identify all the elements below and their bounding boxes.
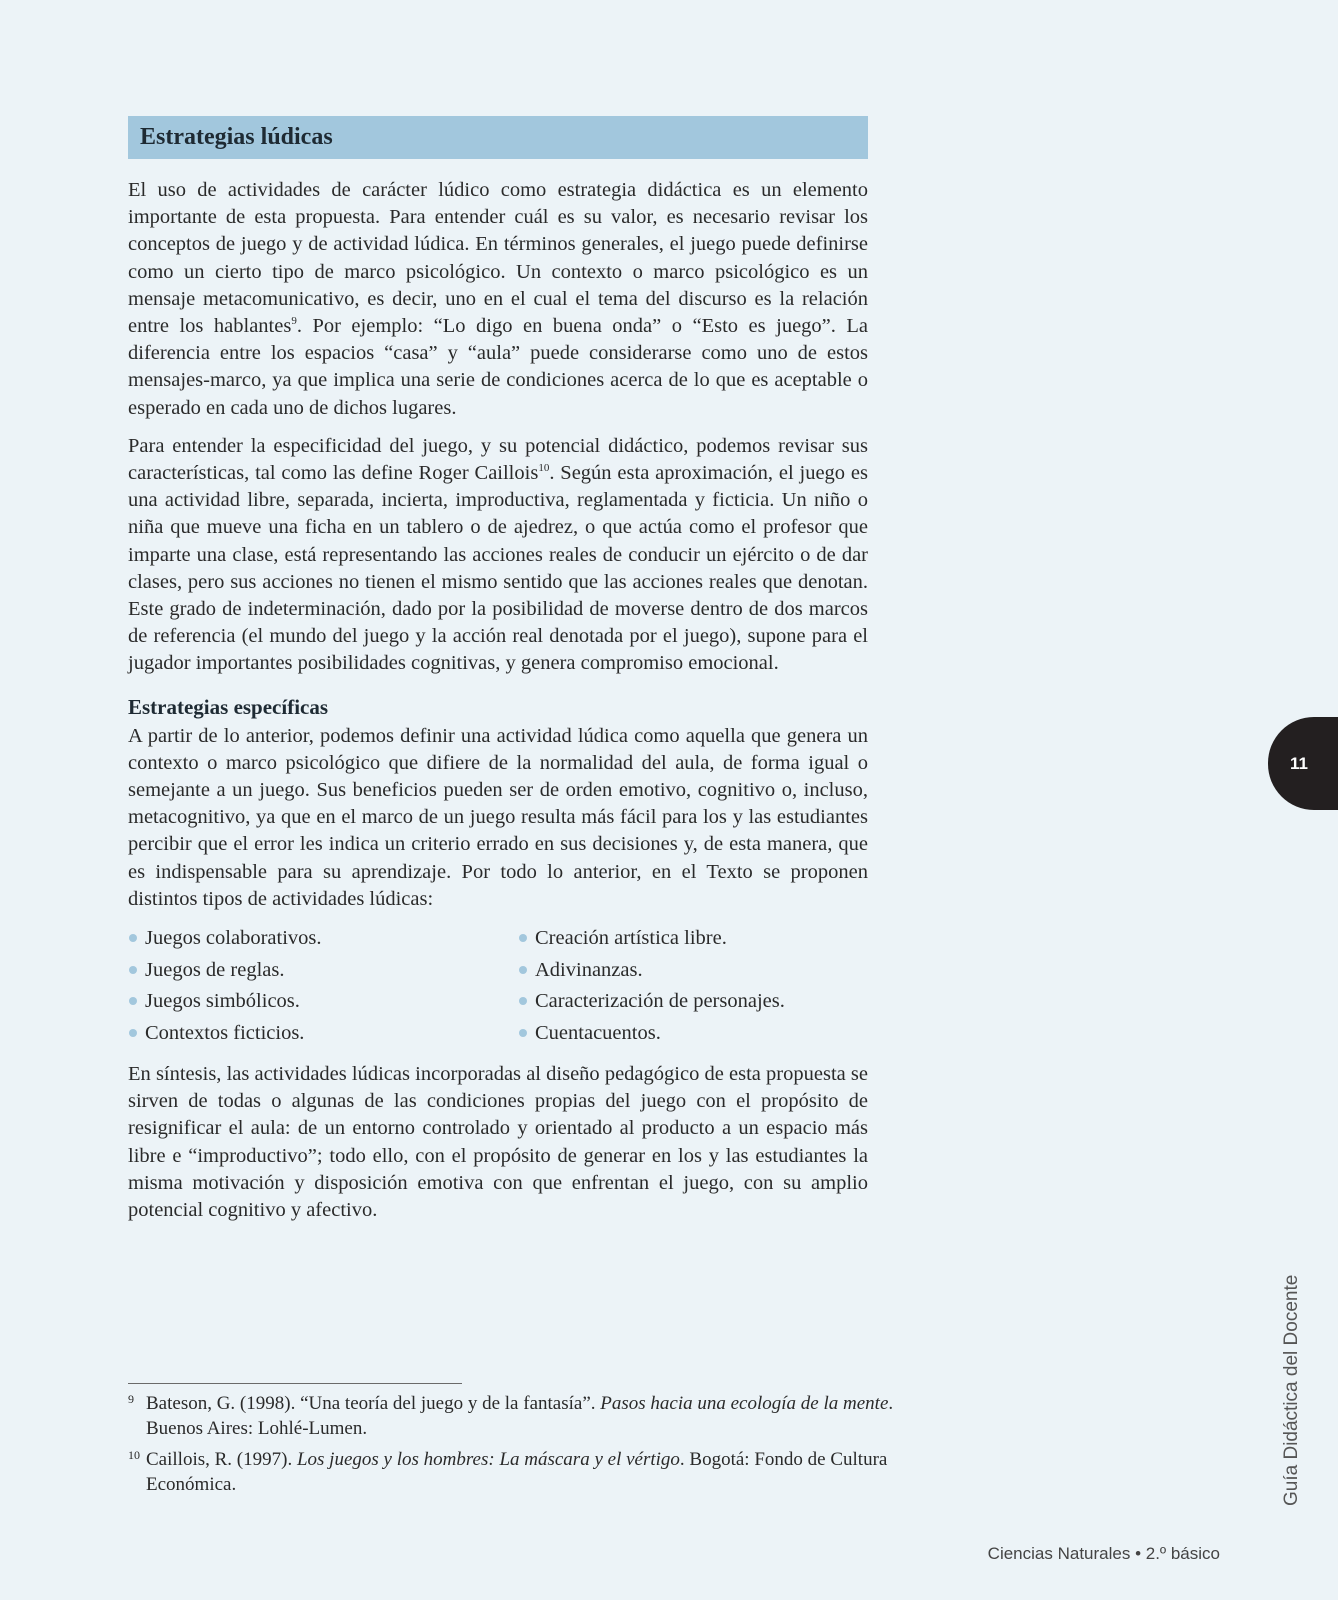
list-item-label: Creación artística libre. <box>535 927 727 950</box>
list-item-label: Juegos de reglas. <box>145 958 285 981</box>
section-banner <box>128 116 868 159</box>
list-item <box>518 1020 868 1048</box>
footnotes <box>128 1391 918 1503</box>
bullet-icon <box>519 966 527 974</box>
list-item <box>518 957 868 985</box>
list-item <box>128 957 518 985</box>
paragraph-caillois-text-b: . Según esta aproximación, el juego es una actividad libre, separada, incierta, improductiva, reglamentada y ficticia. Un niño o niña que mueve una ficha en un tablero o de ajedrez, o que actúa como el profesor que imparte una clase, está representando las acciones reales de conducir un ejército o de dar clases, pero sus acciones no tienen el mismo sentido que las acciones reales que denotan. Este grado de indeterminación, dado por la posibilidad de moverse dentro de dos marcos de referencia (el mundo del juego y la acción real denotada por el juego), supone para el jugador importantes posibilidades cognitivas, y genera compromiso emocional. <box>128 462 868 675</box>
bullet-icon <box>519 934 527 942</box>
footnote-text: . Buenos Aires: Lohlé-Lumen. <box>146 1393 894 1439</box>
paragraph-specific: A partir de lo anterior, podemos definir una actividad lúdica como aquella que genera un contexto o marco psicológico que difiere de la normalidad del aula, de forma igual o semejante a un juego. Sus beneficios pueden ser de orden emotivo, cognitivo o, incluso, metacognitivo, ya que en el marco de un juego resulta más fácil para los y las estudiantes percibir que el error les indica un criterio errado en sus decisiones y, de esta manera, que es indispensable para su aprendizaje. Por todo lo anterior, en el Texto se proponen distintos tipos de actividades lúdicas: <box>128 724 868 910</box>
paragraph-synthesis: En síntesis, las actividades lúdicas incorporadas al diseño pedagógico de esta propuesta se sirven de todas o algunas de las condiciones propias del juego con el propósito de resignificar el aula: de un entorno controlado y orientado al producto a un espacio más libre e “improductivo”; todo ello, con el propósito de generar en los y las estudiantes la misma motivación y disposición emotiva con que enfrentan el juego, con su amplio potencial cognitivo y afectivo. <box>128 1063 868 1222</box>
bullet-icon <box>519 1029 527 1037</box>
page-footer: Ciencias Naturales • 2.º básico <box>987 1544 1220 1563</box>
list-item <box>518 925 868 953</box>
bullet-icon <box>129 1029 137 1037</box>
paragraph-intro-text-b: . Por ejemplo: “Lo digo en buena onda” o “Esto es juego”. La diferencia entre los espacios “casa” y “aula” puede considerarse como uno de estos mensajes-marco, ya que implica una serie de condiciones acerca de lo que es aceptable o esperado en cada uno de dichos lugares. <box>128 315 869 419</box>
bullet-icon <box>129 934 137 942</box>
list-item-label: Juegos simbólicos. <box>145 990 300 1013</box>
side-title: Guía Didáctica del Docente <box>1281 1274 1302 1506</box>
list-item <box>518 988 868 1016</box>
footnote-number: 9 <box>128 1392 134 1406</box>
bullet-icon <box>129 997 137 1005</box>
list-item-label: Adivinanzas. <box>535 958 643 981</box>
list-item <box>128 1020 518 1048</box>
footnote-number: 10 <box>128 1448 140 1462</box>
list-item <box>128 925 518 953</box>
page-number-tab <box>1268 717 1338 810</box>
paragraph-intro-text-a: El uso de actividades de carácter lúdico como estrategia didáctica es un elemento importante de esta propuesta. Para entender cuál es su valor, es necesario revisar los conceptos de juego y de actividad lúdica. En términos generales, el juego puede definirse como un cierto tipo de marco psicológico. Un contexto o marco psicológico es un mensaje metacomunicativo, es decir, uno en el cual el tema del discurso es la relación entre los hablantes <box>128 179 868 338</box>
subsection-title: Estrategias específicas <box>128 694 329 719</box>
footnote-9 <box>128 1391 918 1441</box>
list-item <box>128 988 518 1016</box>
list-item-label: Caracterización de personajes. <box>535 990 785 1013</box>
footnote-text: . Bogotá: Fondo de Cultura Económica. <box>146 1449 888 1495</box>
activity-list <box>128 925 868 1047</box>
footnote-text: Caillois, R. (1997). <box>146 1449 297 1470</box>
list-item-label: Contextos ficticios. <box>145 1021 305 1044</box>
paragraph-caillois <box>128 433 868 678</box>
bullet-icon <box>129 966 137 974</box>
footnote-10 <box>128 1447 918 1497</box>
list-item-label: Juegos colaborativos. <box>145 927 322 950</box>
page-number: 11 <box>1290 753 1308 773</box>
main-content <box>128 116 868 1224</box>
section-title: Estrategias lúdicas <box>140 124 333 150</box>
bullet-icon <box>519 997 527 1005</box>
paragraph-intro <box>128 177 868 422</box>
footnote-text: Bateson, G. (1998). “Una teoría del juego y de la fantasía”. <box>146 1393 601 1414</box>
list-item-label: Cuentacuentos. <box>535 1021 661 1044</box>
footnote-ref-10: 10 <box>538 462 550 475</box>
footnote-ref-9: 9 <box>291 315 297 328</box>
footnote-divider <box>128 1383 462 1384</box>
footnote-book-title: Pasos hacia una ecología de la mente <box>600 1393 889 1414</box>
paragraph-caillois-text-a: Para entender la especificidad del juego, y su potencial didáctico, podemos revisar sus características, tal como las define Roger Caillois <box>128 434 868 485</box>
footnote-book-title: Los juegos y los hombres: La máscara y el vértigo <box>296 1449 680 1470</box>
